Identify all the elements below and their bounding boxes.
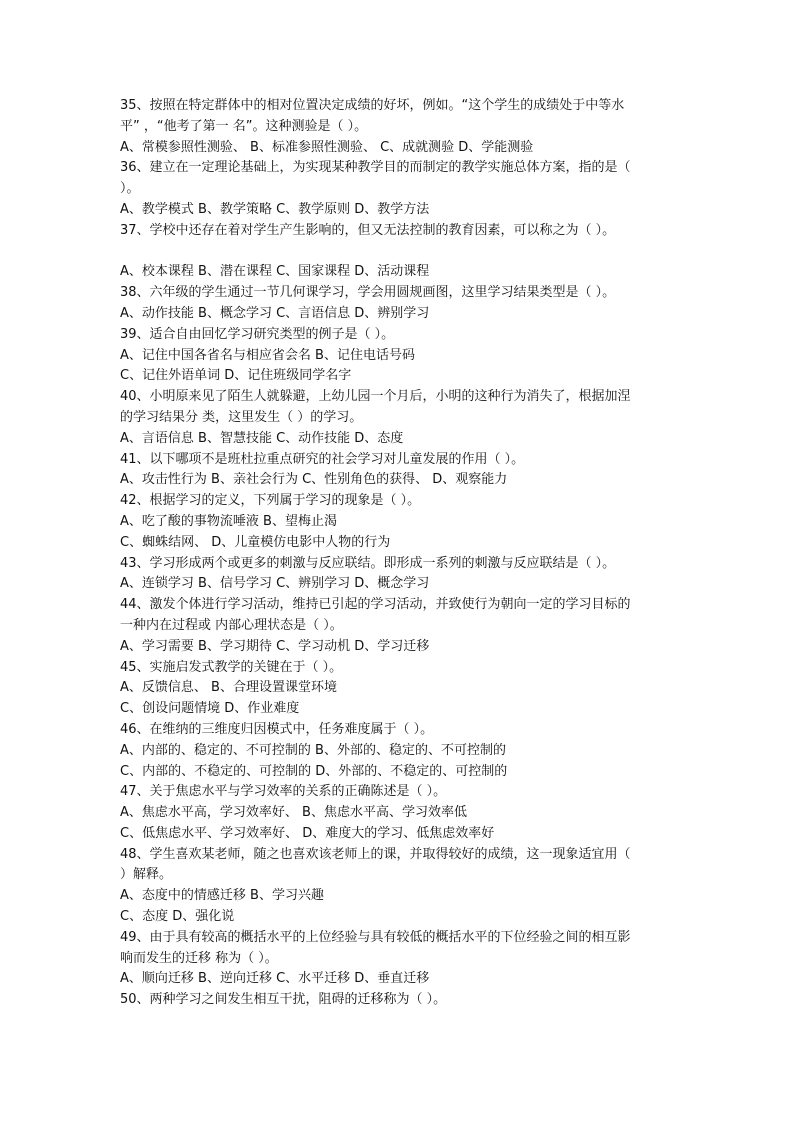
question-37-line-1: 37、学校中还存在着对学生产生影响的，但又无法控制的教育因素，可以称之为（ ）。 xyxy=(120,222,616,238)
question-45-line-1: 45、实施启发式教学的关键在于（ ）。 xyxy=(120,659,343,675)
question-40-line-1: 40、小明原来见了陌生人就躲避，上幼儿园一个月后，小明的这种行为消失了，根据加涅 xyxy=(120,389,631,405)
question-38-options: A、动作技能 B、概念学习 C、言语信息 D、辨别学习 xyxy=(120,305,430,321)
blank-line xyxy=(120,242,680,263)
question-40-options: A、言语信息 B、智慧技能 C、动作技能 D、态度 xyxy=(120,430,404,446)
question-50-line-1: 50、两种学习之间发生相互干扰，阻碍的迁移称为（ ）。 xyxy=(120,992,447,1008)
question-41-options: A、攻击性行为 B、亲社会行为 C、性别角色的获得、 D、观察能力 xyxy=(120,472,508,488)
question-text-block xyxy=(120,96,680,1011)
question-47-line-1: 47、关于焦虑水平与学习效率的关系的正确陈述是（ ）。 xyxy=(120,784,447,800)
question-48-options-1: A、态度中的情感迁移 B、学习兴趣 xyxy=(120,888,324,904)
question-38-line-1: 38、六年级的学生通过一节几何课学习，学会用圆规画图，这里学习结果类型是（ ）。 xyxy=(120,285,616,301)
question-46-options-1: A、内部的、稳定的、不可控制的 B、外部的、稳定的、不可控制的 xyxy=(120,742,506,758)
question-39-options-1: A、记住中国各省名与相应省会名 B、记住电话号码 xyxy=(120,347,415,363)
question-48-line-2: ）解释。 xyxy=(120,867,173,883)
question-35-line-2: 平” ，“他考了第一 名”。这种测验是（ ）。 xyxy=(120,118,368,134)
question-37-options: A、校本课程 B、潜在课程 C、国家课程 D、活动课程 xyxy=(120,264,430,280)
question-36-line-2: ）。 xyxy=(120,181,140,197)
question-36-options: A、教学模式 B、教学策略 C、教学原则 D、教学方法 xyxy=(120,201,430,217)
question-45-options-1: A、反馈信息、 B、合理设置课堂环境 xyxy=(120,680,337,696)
question-46-options-2: C、内部的、不稳定的、可控制的 D、外部的、不稳定的、可控制的 xyxy=(120,763,508,779)
question-42-line-1: 42、根据学习的定义，下列属于学习的现象是（ ）。 xyxy=(120,493,421,509)
question-42-options-1: A、吃了酸的事物流唾液 B、望梅止渴 xyxy=(120,513,337,529)
question-36-line-1: 36、建立在一定理论基础上，为实现某种教学目的而制定的教学实施总体方案，指的是（ xyxy=(120,160,631,176)
question-47-options-2: C、低焦虑水平、学习效率好、 D、难度大的学习、低焦虑效率好 xyxy=(120,825,495,841)
question-43-options: A、连锁学习 B、信号学习 C、辨别学习 D、概念学习 xyxy=(120,576,430,592)
question-49-line-2: 响而发生的迁移 称为（ ）。 xyxy=(120,950,278,966)
question-49-options: A、顺向迁移 B、逆向迁移 C、水平迁移 D、垂直迁移 xyxy=(120,971,430,987)
question-45-options-2: C、创设问题情境 D、作业难度 xyxy=(120,701,300,717)
question-44-line-1: 44、激发个体进行学习活动，维持已引起的学习活动，并致使行为朝向一定的学习目标的 xyxy=(120,597,631,613)
question-44-line-2: 一种内在过程或 内部心理状态是（ ）。 xyxy=(120,617,343,633)
question-40-line-2: 的学习结果分 类，这里发生（ ）的学习。 xyxy=(120,409,363,425)
question-43-line-1: 43、学习形成两个或更多的刺激与反应联结。即形成一系列的刺激与反应联结是（ ）。 xyxy=(120,555,616,571)
question-48-line-1: 48、学生喜欢某老师，随之也喜欢该老师上的课，并取得较好的成绩，这一现象适宜用（ xyxy=(120,846,631,862)
question-35-options: A、常模参照性测验、 B、标准参照性测验、 C、成就测验 D、学能测验 xyxy=(120,139,534,155)
question-49-line-1: 49、由于具有较高的概括水平的上位经验与具有较低的概括水平的下位经验之间的相互影 xyxy=(120,929,631,945)
question-42-options-2: C、蜘蛛结网、 D、儿童模仿电影中人物的行为 xyxy=(120,534,391,550)
question-47-options-1: A、焦虑水平高，学习效率好、 B、焦虑水平高、学习效率低 xyxy=(120,805,467,821)
question-44-options: A、学习需要 B、学习期待 C、学习动机 D、学习迁移 xyxy=(120,638,430,654)
question-41-line-1: 41、以下哪项不是班杜拉重点研究的社会学习对儿童发展的作用（ ）。 xyxy=(120,451,525,467)
question-46-line-1: 46、在维纳的三维度归因模式中，任务难度属于（ ）。 xyxy=(120,721,434,737)
question-39-options-2: C、记住外语单词 D、记住班级同学名字 xyxy=(120,368,352,384)
question-48-options-2: C、态度 D、强化说 xyxy=(120,909,235,925)
question-35-line-1: 35、按照在特定群体中的相对位置决定成绩的好坏，例如。“这个学生的成绩处于中等水 xyxy=(120,98,625,113)
question-39-line-1: 39、适合自由回忆学习研究类型的例子是（ ）。 xyxy=(120,326,395,342)
